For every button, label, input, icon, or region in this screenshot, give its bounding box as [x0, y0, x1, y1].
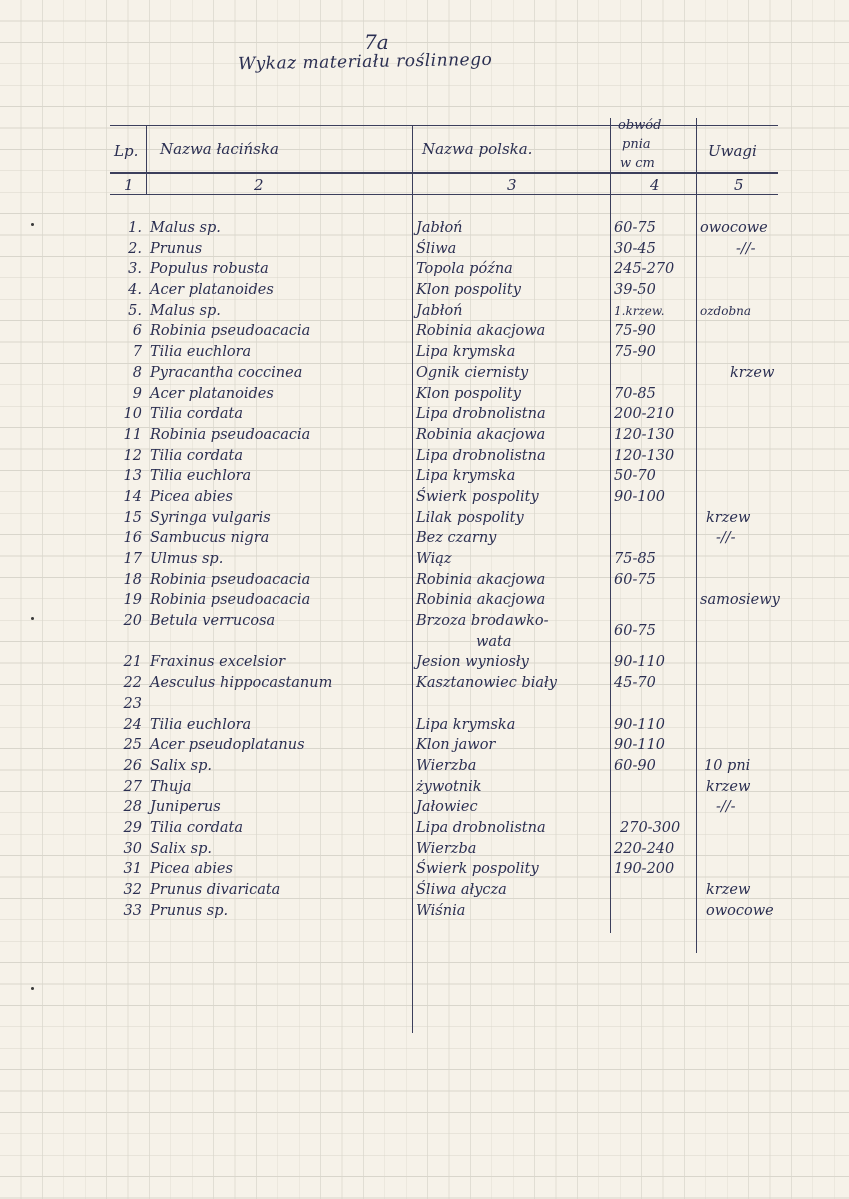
row-number: 24	[123, 716, 142, 733]
polish-name: Lipa krymska	[416, 468, 516, 485]
polish-name: Klon pospolity	[416, 282, 521, 299]
remarks: 10 pni	[704, 757, 751, 774]
column-number-rule	[110, 194, 778, 195]
latin-name: Acer pseudoplatanus	[150, 737, 305, 754]
polish-name: Świerk pospolity	[416, 488, 539, 505]
latin-name: Picea abies	[150, 488, 233, 505]
trunk-girth: 30-45	[614, 240, 656, 257]
polish-name: żywotnik	[416, 778, 482, 795]
polish-name: Wierzba	[416, 757, 477, 774]
polish-name: Śliwa ałycza	[416, 882, 507, 899]
latin-name: Tilia cordata	[150, 819, 244, 836]
polish-name: Wierzba	[416, 840, 477, 857]
latin-name: Prunus sp.	[150, 902, 229, 919]
remarks: owocowe	[700, 220, 768, 236]
row-number: 22	[123, 675, 142, 692]
polish-name: Klon pospolity	[416, 385, 521, 402]
latin-name: Tilia euchlora	[150, 468, 252, 485]
remarks: krzew	[730, 364, 775, 381]
table-row	[0, 756, 849, 777]
table-row	[0, 839, 849, 860]
header-remarks: Uwagi	[708, 142, 757, 160]
header-latin-name: Nazwa łacińska	[160, 140, 279, 158]
latin-name: Syringa vulgaris	[150, 509, 271, 526]
latin-name: Prunus divaricata	[150, 882, 281, 899]
trunk-girth: 220-240	[614, 840, 675, 857]
remarks: owocowe	[706, 902, 774, 919]
polish-name: Robinia akacjowa	[416, 426, 546, 443]
polish-name: Lipa drobnolistna	[416, 406, 546, 423]
polish-name: Świerk pospolity	[416, 861, 539, 878]
row-number: 33	[123, 902, 142, 919]
table-row	[0, 466, 849, 487]
row-number: 1.	[128, 220, 142, 236]
trunk-girth: 50-70	[614, 468, 656, 485]
table-row	[0, 652, 849, 673]
table-row	[0, 880, 849, 901]
row-number: 9	[132, 385, 142, 402]
row-number: 30	[123, 840, 142, 857]
row-number: 12	[123, 447, 142, 464]
trunk-girth: 60-90	[614, 757, 656, 774]
latin-name: Robinia pseudoacacia	[150, 426, 311, 443]
table-row	[0, 797, 849, 818]
polish-name: Jabłoń	[416, 220, 463, 236]
latin-name: Juniperus	[150, 799, 221, 816]
row-number: 27	[123, 778, 142, 795]
latin-name: Tilia euchlora	[150, 716, 252, 733]
remarks: krzew	[706, 509, 751, 526]
latin-name: Pyracantha coccinea	[150, 364, 303, 381]
latin-name: Thuja	[150, 778, 192, 795]
column-number-1: 1	[124, 176, 134, 194]
remarks: samosiewy	[700, 592, 780, 609]
row-number: 31	[123, 861, 142, 878]
table-row	[0, 487, 849, 508]
table-row	[0, 590, 849, 611]
document-title: Wykaz materiału roślinnego	[237, 49, 493, 75]
latin-name: Salix sp.	[150, 840, 212, 857]
row-number: 15	[123, 509, 142, 526]
polish-name: Wiśnia	[416, 902, 466, 919]
polish-name: Jabłoń	[416, 302, 463, 319]
trunk-girth: 90-110	[614, 716, 666, 733]
table-row	[0, 239, 849, 260]
row-number: 19	[123, 592, 142, 609]
table-top-rule	[110, 125, 778, 126]
table-row	[0, 425, 849, 446]
latin-name: Robinia pseudoacacia	[150, 323, 311, 340]
latin-name: Malus sp.	[150, 220, 221, 236]
polish-name: Lipa krymska	[416, 344, 516, 361]
trunk-girth: 75-90	[614, 323, 656, 340]
latin-name: Robinia pseudoacacia	[150, 592, 311, 609]
row-number: 16	[123, 530, 142, 547]
table-row	[0, 321, 849, 342]
latin-name: Malus sp.	[150, 302, 221, 319]
latin-name: Salix sp.	[150, 757, 212, 774]
row-number: 17	[123, 551, 142, 567]
polish-name-continued: wata	[476, 633, 512, 650]
row-number: 11	[123, 426, 142, 443]
latin-name: Picea abies	[150, 861, 233, 878]
table-row	[0, 859, 849, 880]
latin-name: Acer platanoides	[150, 385, 274, 402]
latin-name: Aesculus hippocastanum	[150, 675, 333, 692]
polish-name: Lipa drobnolistna	[416, 447, 546, 464]
trunk-girth: 60-75	[614, 623, 656, 640]
polish-name: Klon jawor	[416, 737, 496, 754]
header-girth-line3: w cm	[620, 156, 655, 171]
row-number: 29	[123, 819, 142, 836]
trunk-girth: 75-90	[614, 344, 656, 361]
remarks: -//-	[736, 240, 756, 257]
table-row	[0, 694, 849, 715]
row-number: 6	[132, 323, 142, 340]
trunk-girth: 90-100	[614, 488, 666, 505]
column-number-3: 3	[507, 176, 517, 194]
table-row	[0, 528, 849, 549]
trunk-girth: 190-200	[614, 861, 675, 878]
polish-name: Topola późna	[416, 261, 513, 278]
table-row	[0, 384, 849, 405]
trunk-girth: 90-110	[614, 737, 666, 754]
table-row	[0, 404, 849, 425]
polish-name: Lilak pospolity	[416, 509, 524, 526]
header-polish-name: Nazwa polska.	[422, 140, 533, 158]
row-number: 28	[123, 799, 142, 816]
table-row	[0, 715, 849, 736]
margin-mark	[31, 617, 34, 620]
header-lp: Lp.	[114, 142, 139, 160]
remarks: krzew	[706, 778, 751, 795]
latin-name: Acer platanoides	[150, 282, 274, 299]
table-row	[0, 446, 849, 467]
latin-name: Sambucus nigra	[150, 530, 270, 547]
polish-name: Ognik ciernisty	[416, 364, 529, 381]
trunk-girth: 90-110	[614, 654, 666, 671]
polish-name: Robinia akacjowa	[416, 571, 546, 588]
remarks: krzew	[706, 882, 751, 899]
table-row	[0, 342, 849, 363]
row-number: 25	[123, 737, 142, 754]
margin-mark	[31, 987, 34, 990]
row-number: 5.	[128, 302, 142, 319]
column-number-5: 5	[734, 176, 744, 194]
polish-name: Robinia akacjowa	[416, 592, 546, 609]
row-number: 2.	[128, 240, 142, 257]
latin-name: Populus robusta	[150, 261, 269, 278]
polish-name: Wiąz	[416, 551, 452, 567]
table-row	[0, 363, 849, 384]
row-number: 4.	[128, 282, 142, 299]
row-number: 21	[123, 654, 142, 671]
table-row	[0, 570, 849, 591]
row-number: 3.	[128, 261, 142, 278]
polish-name: Kasztanowiec biały	[416, 675, 557, 692]
trunk-girth: 70-85	[614, 385, 656, 402]
table-row	[0, 280, 849, 301]
latin-name: Prunus	[150, 240, 203, 257]
table-row	[0, 301, 849, 322]
polish-name: Brzoza brodawko-	[416, 613, 549, 630]
trunk-girth: 200-210	[614, 406, 675, 423]
row-number: 10	[123, 406, 142, 423]
table-row	[0, 735, 849, 756]
remarks: ozdobna	[700, 303, 752, 318]
trunk-girth: 1.krzew.	[614, 303, 665, 318]
latin-name: Tilia euchlora	[150, 344, 252, 361]
column-number-4: 4	[650, 176, 660, 194]
table-row	[0, 218, 849, 239]
table-row	[0, 673, 849, 694]
table-row	[0, 549, 849, 570]
polish-name: Lipa drobnolistna	[416, 819, 546, 836]
table-row	[0, 508, 849, 529]
trunk-girth: 60-75	[614, 220, 656, 236]
table-row	[0, 901, 849, 922]
remarks: -//-	[716, 530, 736, 547]
page-number: 7a	[364, 30, 389, 54]
trunk-girth: 120-130	[614, 447, 675, 464]
row-number: 8	[132, 364, 142, 381]
trunk-girth: 39-50	[614, 282, 656, 299]
latin-name: Fraxinus excelsior	[150, 654, 286, 671]
polish-name: Lipa krymska	[416, 716, 516, 733]
polish-name: Jałowiec	[416, 799, 478, 816]
column-number-2: 2	[254, 176, 264, 194]
table-row	[0, 611, 849, 652]
latin-name: Robinia pseudoacacia	[150, 571, 311, 588]
trunk-girth: 60-75	[614, 571, 656, 588]
table-row	[0, 777, 849, 798]
row-number: 13	[123, 468, 142, 485]
row-number: 7	[132, 344, 142, 361]
row-number: 18	[123, 571, 142, 588]
header-girth-line2: pnia	[622, 137, 651, 152]
header-girth-line1: obwód	[618, 118, 662, 133]
polish-name: Bez czarny	[416, 530, 497, 547]
table-row	[0, 259, 849, 280]
row-number: 20	[123, 613, 142, 630]
polish-name: Jesion wyniosły	[416, 654, 529, 671]
latin-name: Tilia cordata	[150, 447, 244, 464]
margin-mark	[31, 223, 34, 226]
trunk-girth: 270-300	[620, 819, 681, 836]
polish-name: Śliwa	[416, 240, 457, 257]
table-row	[0, 818, 849, 839]
latin-name: Ulmus sp.	[150, 551, 224, 567]
remarks: -//-	[716, 799, 736, 816]
latin-name: Tilia cordata	[150, 406, 244, 423]
trunk-girth: 120-130	[614, 426, 675, 443]
trunk-girth: 245-270	[614, 261, 675, 278]
polish-name: Robinia akacjowa	[416, 323, 546, 340]
trunk-girth: 75-85	[614, 551, 656, 567]
header-bottom-rule	[110, 172, 778, 174]
col-divider-1	[146, 125, 147, 195]
plant-list	[0, 218, 849, 921]
row-number: 32	[123, 882, 142, 899]
row-number: 26	[123, 757, 142, 774]
row-number: 14	[123, 488, 142, 505]
row-number: 23	[123, 695, 142, 712]
latin-name: Betula verrucosa	[150, 613, 276, 630]
trunk-girth: 45-70	[614, 675, 656, 692]
